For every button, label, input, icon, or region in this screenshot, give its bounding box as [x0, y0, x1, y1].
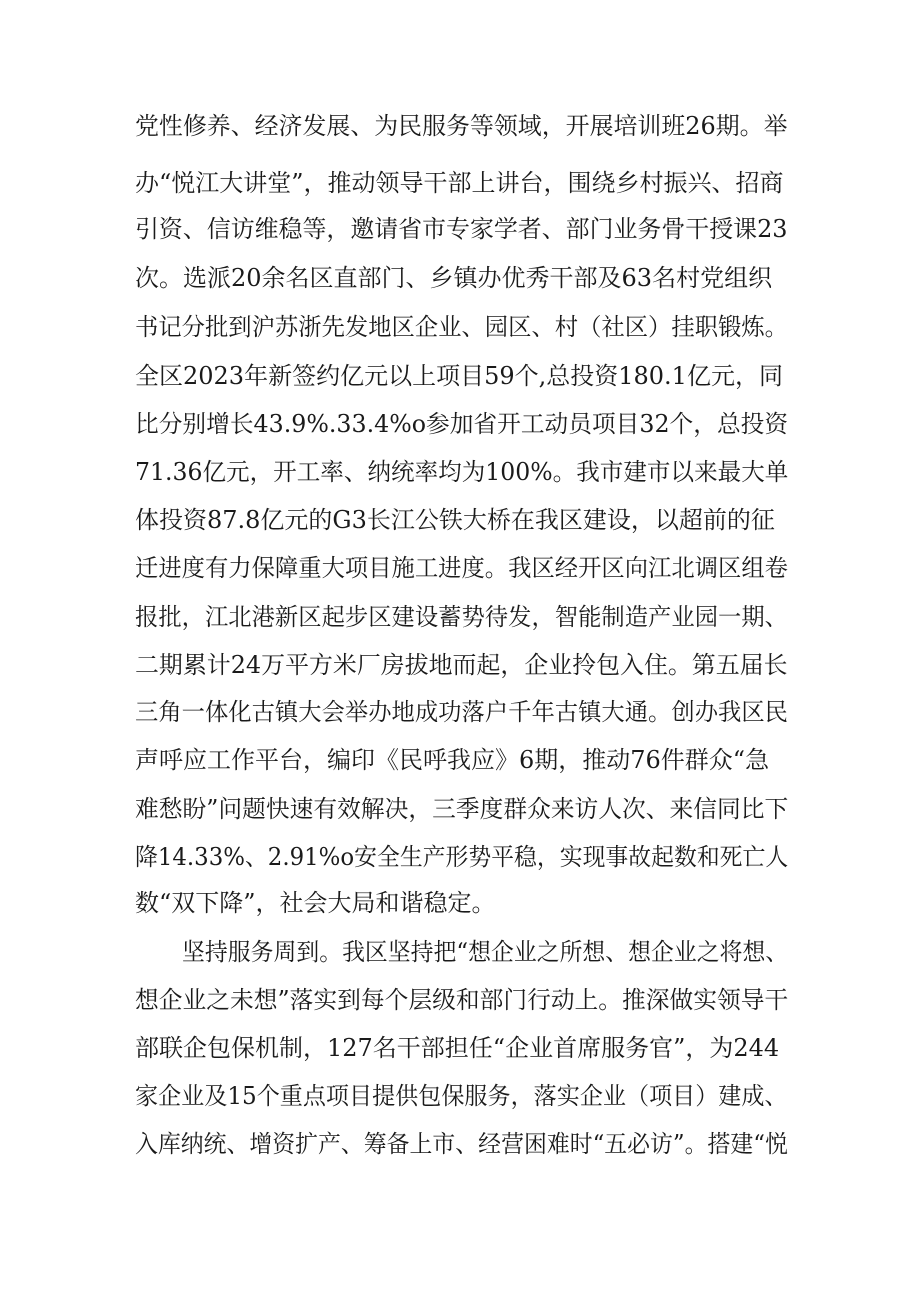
text-line: 部联企包保机制，127名干部担任“企业首席服务官”，为244	[135, 1034, 780, 1062]
text-line: 党性修养、经济发展、为民服务等领域，开展培训班26期。举	[135, 112, 788, 140]
text-line: 引资、信访维稳等，邀请省市专家学者、部门业务骨干授课23	[135, 215, 788, 243]
text-line: 报批，江北港新区起步区建设蓄势待发，智能制造产业园一期、	[135, 603, 788, 631]
text-line: 书记分批到沪苏浙先发地区企业、园区、村（社区）挂职锻炼。	[135, 313, 788, 341]
text-line: 三角一体化古镇大会举办地成功落户千年古镇大通。创办我区民	[135, 698, 788, 726]
text-line: 体投资87.8亿元的G3长江公铁大桥在我区建设，以超前的征	[135, 506, 775, 534]
text-line: 降14.33%、2.91%o安全生产形势平稳，实现事故起数和死亡人	[135, 843, 789, 871]
text-line: 难愁盼”问题快速有效解决，三季度群众来访人次、来信同比下	[135, 795, 789, 823]
text-line: 比分别增长43.9%.33.4%o参加省开工动员项目32个，总投资	[135, 410, 789, 438]
paragraph-first-line: 坚持服务周到。我区坚持把“想企业之所想、想企业之将想、	[182, 938, 789, 966]
text-line: 家企业及15个重点项目提供包保服务，落实企业（项目）建成、	[135, 1082, 788, 1110]
text-line: 想企业之未想”落实到每个层级和部门行动上。推深做实领导干	[135, 986, 789, 1014]
text-line: 71.36亿元，开工率、纳统率均为100%。我市建市以来最大单	[135, 458, 789, 486]
text-line: 全区2023年新签约亿元以上项目59个,总投资180.1亿元，同	[135, 362, 783, 390]
text-line: 次。选派20余名区直部门、乡镇办优秀干部及63名村党组织	[135, 264, 773, 292]
text-line: 二期累计24万平方米厂房拔地而起，企业拎包入住。第五届长	[135, 651, 788, 679]
text-line: 数“双下降”，社会大局和谐稳定。	[135, 889, 496, 917]
text-line: 办“悦江大讲堂”，推动领导干部上讲台，围绕乡村振兴、招商	[135, 169, 784, 197]
text-line: 入库纳统、增资扩产、筹备上市、经营困难时“五必访”。搭建“悦	[135, 1130, 788, 1158]
text-line: 声呼应工作平台，编印《民呼我应》6期，推动76件群众“急	[135, 746, 770, 774]
text-line: 迁进度有力保障重大项目施工进度。我区经开区向江北调区组卷	[135, 554, 788, 582]
